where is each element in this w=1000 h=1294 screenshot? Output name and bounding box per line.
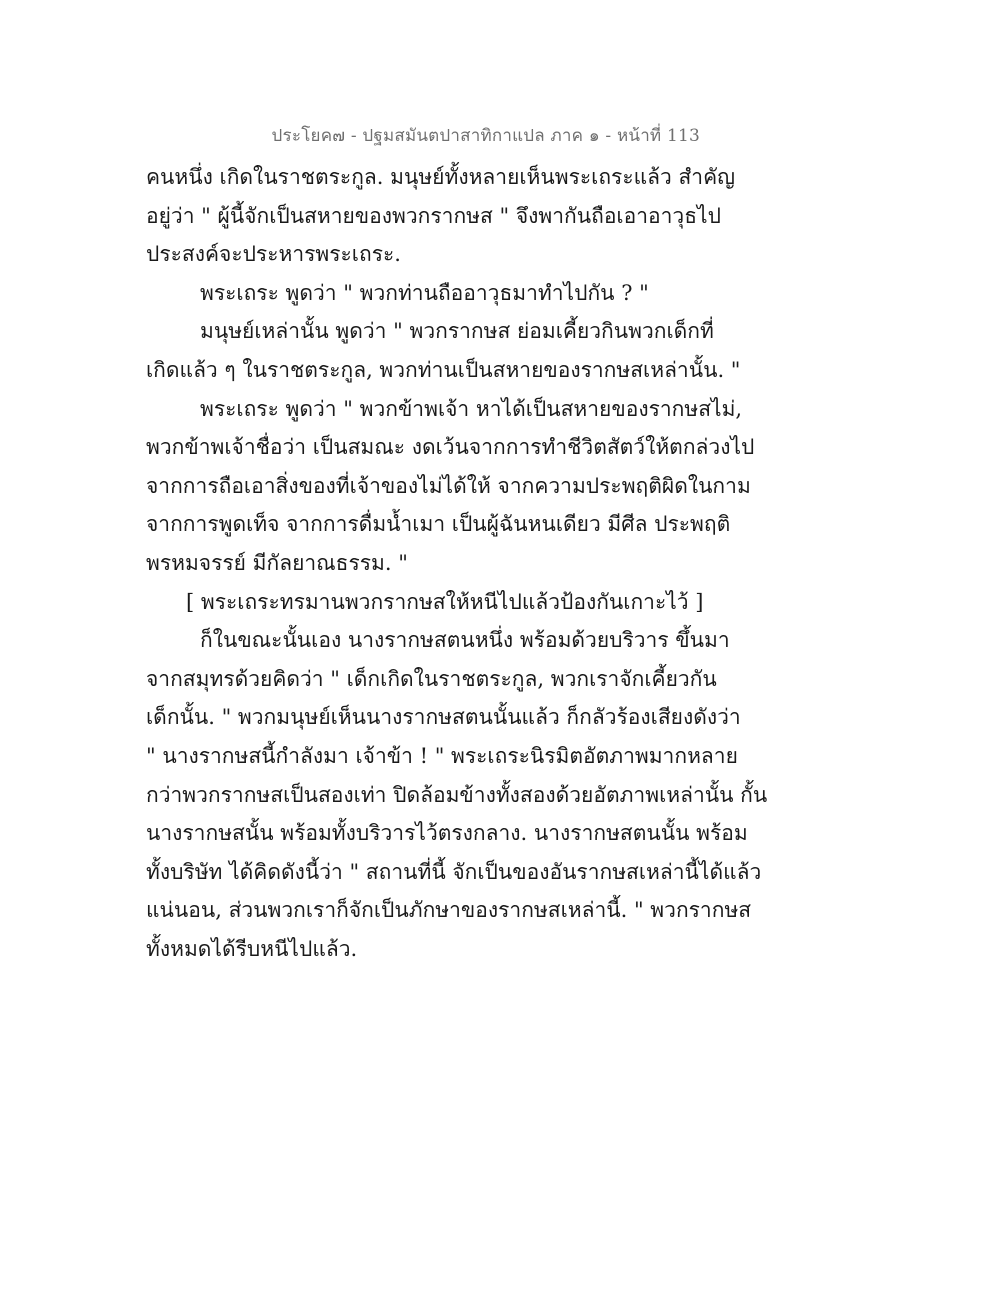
text-line: แน่นอน, ส่วนพวกเราก็จักเป็นภักษาของรากษสเหล่านี้. " พวกรากษส: [146, 898, 752, 923]
text-line: พระเถระ พูดว่า " พวกท่านถืออาวุธมาทำไปกัน ? ": [200, 280, 649, 305]
text-line: " นางรากษสนี้กำลังมา เจ้าข้า ! " พระเถระนิรมิตอัตภาพมากหลาย: [146, 743, 738, 768]
text-line: พวกข้าพเจ้าชื่อว่า เป็นสมณะ งดเว้นจากการทำชีวิตสัตว์ให้ตกล่วงไป: [146, 435, 755, 460]
text-line: ก็ในขณะนั้นเอง นางรากษสตนหนึ่ง พร้อมด้วยบริวาร ขึ้นมา: [200, 628, 730, 653]
text-line: นางรากษสนั้น พร้อมทั้งบริวารไว้ตรงกลาง. นางรากษสตนนั้น พร้อม: [146, 821, 748, 846]
text-line: มนุษย์เหล่านั้น พูดว่า " พวกรากษส ย่อมเคี้ยวกินพวกเด็กที่: [200, 319, 714, 344]
text-line: เกิดแล้ว ๆ ในราชตระกูล, พวกท่านเป็นสหายของรากษสเหล่านั้น. ": [146, 357, 741, 382]
text-line: เด็กนั้น. " พวกมนุษย์เห็นนางรากษสตนนั้นแล้ว ก็กลัวร้องเสียงดังว่า: [146, 705, 741, 730]
text-line: คนหนึ่ง เกิดในราชตระกูล. มนุษย์ทั้งหลายเห็นพระเถระแล้ว สำคัญ: [146, 165, 736, 189]
text-line: พระเถระ พูดว่า " พวกข้าพเจ้า หาได้เป็นสหายของรากษสไม่,: [200, 396, 743, 421]
text-line: จากการถือเอาสิ่งของที่เจ้าของไม่ได้ให้ จากความประพฤติผิดในกาม: [146, 473, 751, 498]
section-heading: [ พระเถระทรมานพวกรากษสให้หนีไปแล้วป้องกันเกาะไว้ ]: [186, 589, 704, 614]
body-text: [146, 158, 768, 968]
text-line: จากสมุทรด้วยคิดว่า " เด็กเกิดในราชตระกูล, พวกเราจักเคี้ยวกัน: [146, 666, 717, 691]
text-line: จากการพูดเท็จ จากการดื่มน้ำเมา เป็นผู้ฉันหนเดียว มีศีล ประพฤติ: [146, 512, 731, 537]
text-line: ทั้งหมดได้รีบหนีไปแล้ว.: [146, 936, 358, 961]
text-line: อยู่ว่า " ผู้นี้จักเป็นสหายของพวกรากษส " จึงพากันถือเอาอาวุธไป: [146, 203, 721, 228]
text-line: ประสงค์จะประหารพระเถระ.: [146, 242, 401, 267]
text-line: พรหมจรรย์ มีกัลยาณธรรม. ": [146, 550, 408, 575]
page-header: ประโยค๗ - ปฐมสมันตปาสาทิกาแปล ภาค ๑ - หน้าที่ 113: [271, 126, 700, 146]
text-line: กว่าพวกรากษสเป็นสองเท่า ปิดล้อมข้างทั้งสองด้วยอัตภาพเหล่านั้น กั้น: [146, 782, 768, 807]
text-line: ทั้งบริษัท ได้คิดดังนี้ว่า " สถานที่นี้ จักเป็นของอันรากษสเหล่านี้ได้แล้ว: [146, 859, 762, 884]
